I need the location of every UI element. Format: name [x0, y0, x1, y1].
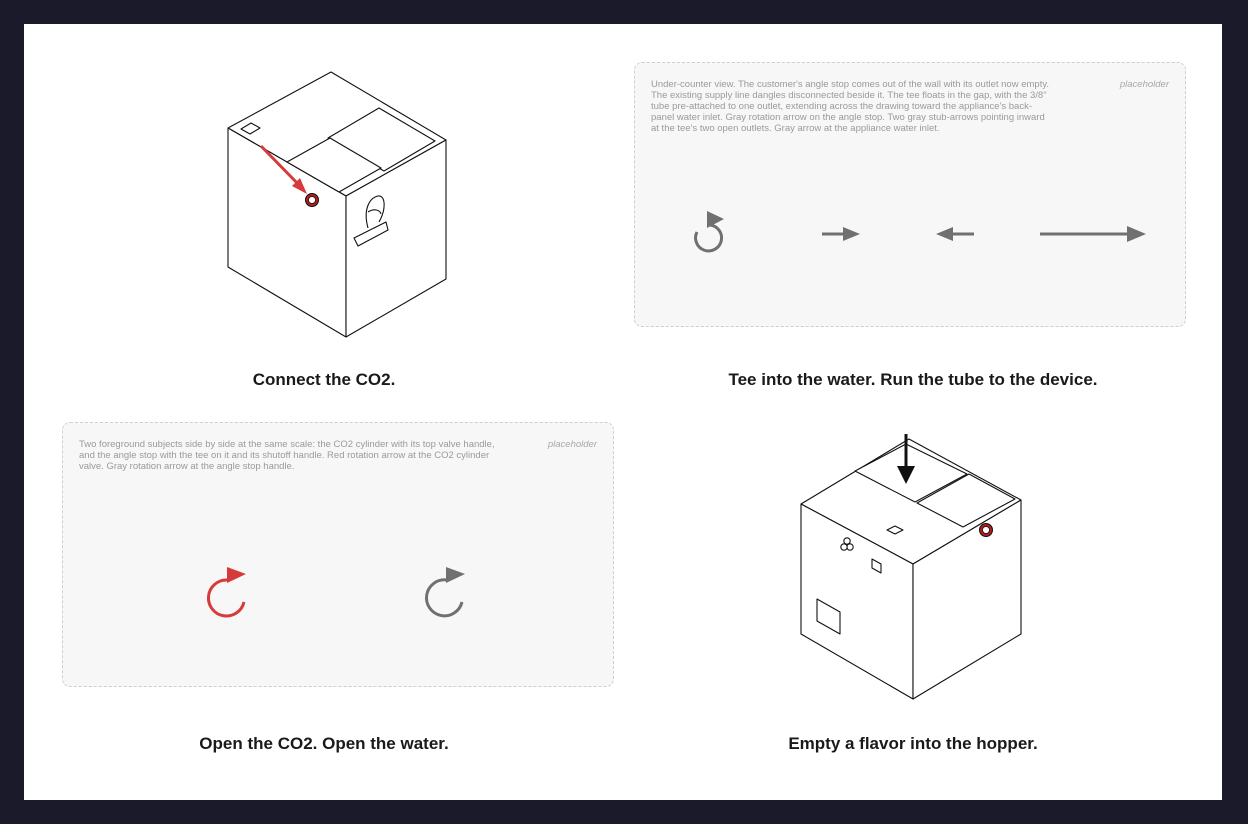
- rotation-arrows: [62, 422, 614, 687]
- step-3-panel: [24, 404, 623, 800]
- red-rotation-arrow: [208, 567, 246, 616]
- instruction-sheet: [24, 24, 1222, 800]
- step-3-caption: Open the CO2. Open the water.: [199, 734, 449, 753]
- step-2-panel: [623, 24, 1222, 404]
- placeholder-description: Under-counter view. The customer's angle stop comes out of the wall with its outlet now empty. The existing supply line dangles disconnected beside it. The tee floats in the gap, with the 3/8" tube pre-attached to one outlet, extending across the drawing toward the appliance's back-panel water inlet. Gray rotation arrow on the angle stop. Two gray stub-arrows pointing inward at the tee's two open outlets. Gray arrow at the appliance water inlet.: [651, 79, 1050, 134]
- step-3-placeholder: [62, 422, 614, 687]
- stub-arrow-left: [936, 227, 974, 241]
- water-fitting: [980, 524, 993, 537]
- placeholder-tag: placeholder: [547, 439, 597, 450]
- stub-arrow-right: [822, 227, 860, 241]
- step-4-panel: [623, 404, 1222, 800]
- device-illustration-hopper: [623, 404, 1222, 734]
- step-1-panel: [24, 24, 623, 404]
- arrow-row: [634, 62, 1186, 327]
- step-2-placeholder: [634, 62, 1186, 327]
- long-arrow-inlet: [1040, 226, 1146, 242]
- placeholder-description: Two foreground subjects side by side at the same scale: the CO2 cylinder with its top valve handle, and the angle stop with the tee on it and its shutoff handle. Red rotation arrow at the CO2 cylinder valve. Gray rotation arrow at the angle stop handle.: [79, 439, 495, 472]
- gray-rotation-arrow: [426, 567, 465, 616]
- placeholder-tag: placeholder: [1119, 79, 1169, 90]
- device-illustration-co2: [24, 24, 623, 354]
- step-2-caption: Tee into the water. Run the tube to the device.: [728, 370, 1098, 389]
- gray-rotation-arrow: [696, 211, 724, 251]
- step-4-caption: Empty a flavor into the hopper.: [788, 734, 1038, 753]
- co2-fitting: [306, 194, 319, 207]
- step-1-caption: Connect the CO2.: [252, 370, 396, 389]
